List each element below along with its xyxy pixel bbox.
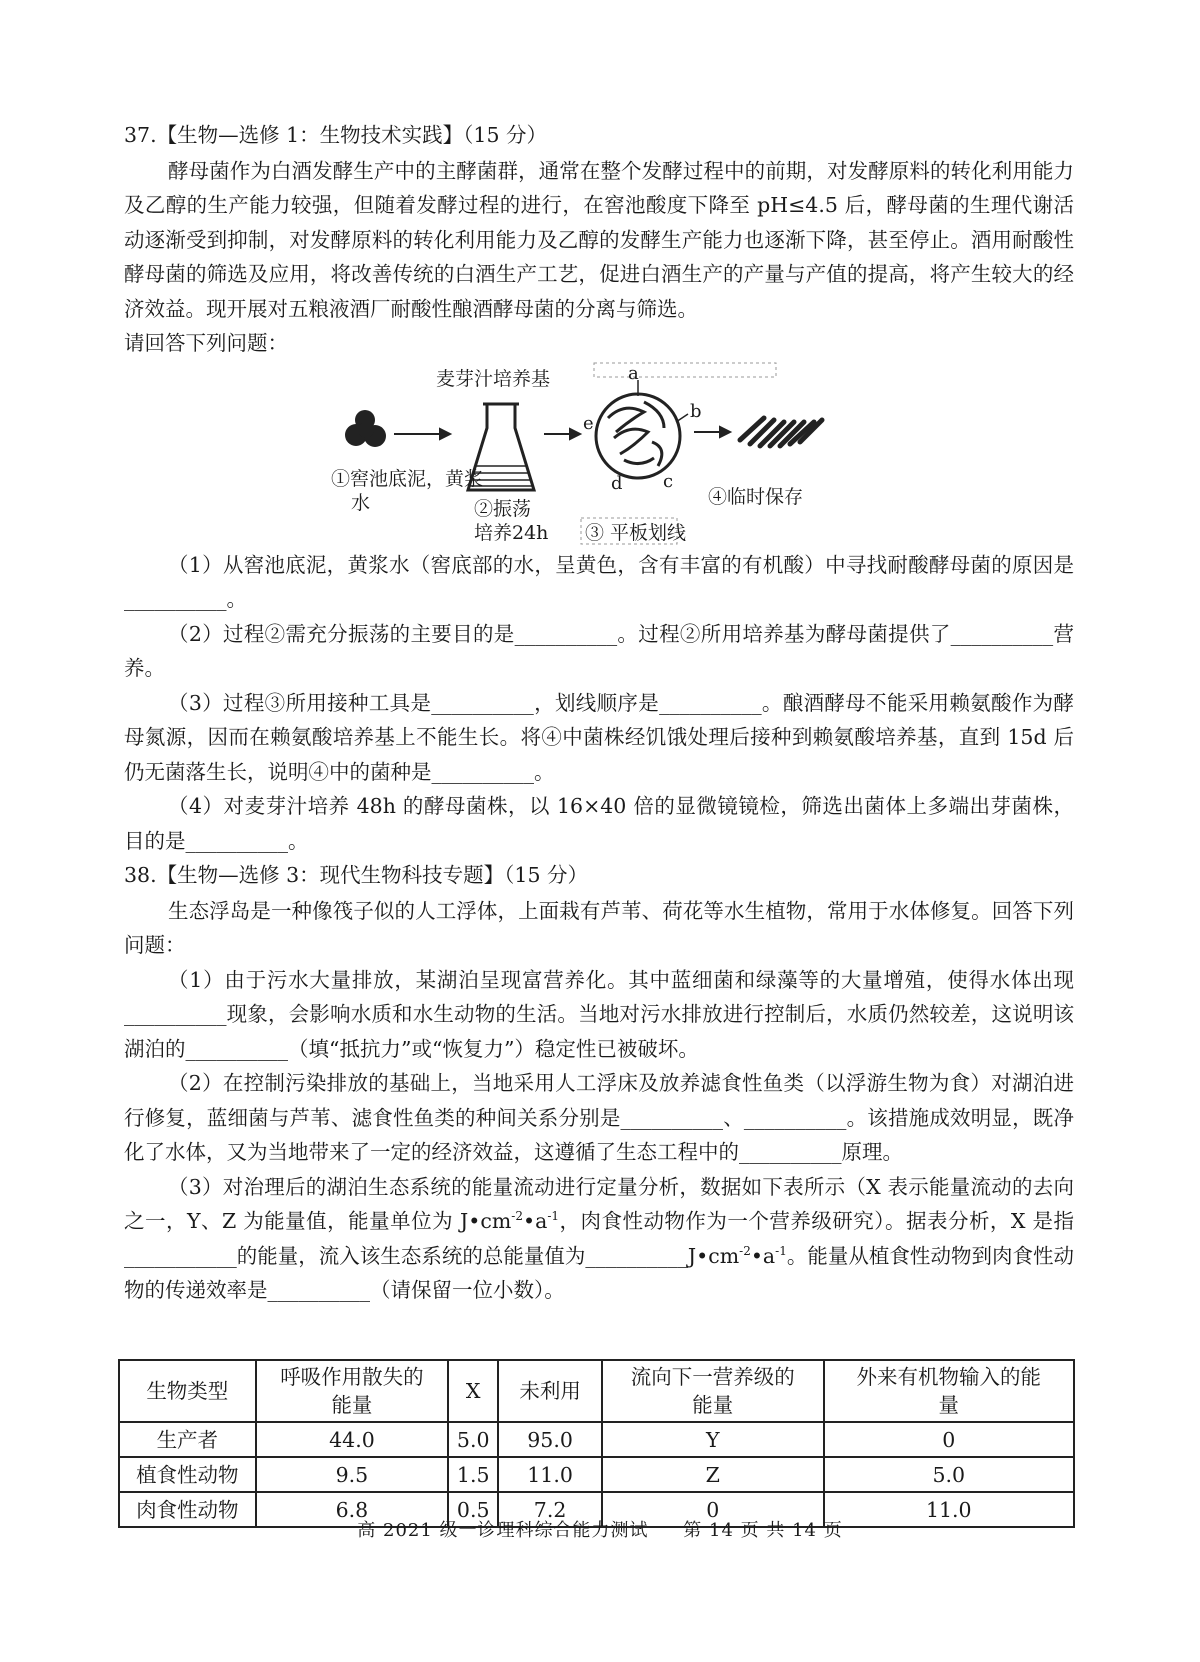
table-cell: 植食性动物: [119, 1457, 256, 1492]
q38-sub1: （1）由于污水大量排放，某湖泊呈现富营养化。其中蓝细菌和绿藻等的大量增殖，使得水体出现__________现象，会影响水质和水生动物的生活。当地对污水排放进行控制后，水质仍然较差，这说明该湖泊的__________（填“抵抗力”或“恢复力”）稳定性已被破坏。: [124, 967, 1074, 1061]
table-cell: Y: [602, 1422, 824, 1457]
table-row: [119, 1457, 1074, 1492]
streak-label-a: a: [628, 362, 639, 384]
table-cell: 11.0: [498, 1457, 602, 1492]
streak-label-c: c: [663, 470, 674, 492]
table-cell: 0: [824, 1422, 1074, 1457]
unit-exponent-1: -2: [511, 1209, 523, 1224]
step2-label-line2: 培养24h: [474, 521, 549, 544]
step4-label: ④临时保存: [708, 485, 804, 508]
table-cell: 7.2: [498, 1492, 602, 1527]
q38-sub3-part-a: （3）对治理后的湖泊生态系统的能量流动进行定量分析，数据如下表所示（X 表示能量流动的去向之一，Y、Z 为能量值，能量单位为 J•cm: [124, 1174, 1074, 1233]
table-header-cell: X: [448, 1360, 498, 1422]
table-cell: 0: [602, 1492, 824, 1527]
page-number: 第 14 页 共 14 页: [683, 1520, 843, 1541]
table-header-row: [119, 1360, 1074, 1422]
table-cell: 肉食性动物: [119, 1492, 256, 1527]
table-cell: 1.5: [448, 1457, 498, 1492]
step1-label: ①窖池底泥，黄浆: [331, 467, 484, 490]
q37-sub1: （1）从窖池底泥，黄浆水（窖底部的水，呈黄色，含有丰富的有机酸）中寻找耐酸酵母菌的原因是__________。: [124, 552, 1074, 611]
unit-exponent-3: -2: [739, 1243, 751, 1258]
q38-sub3-part-c: ，肉食性动物作为一个营养级研究）。据表分析，X 是指___________的能量，流入该生态系统的总能量值为__________J•cm: [124, 1209, 1074, 1268]
arrow-3: [694, 427, 730, 437]
q38-sub3-part-b: •a: [522, 1209, 548, 1233]
step3-label: ③ 平板划线: [585, 521, 687, 544]
q38-heading: 38.【生物—选修 3：现代生物科技专题】（15 分）: [124, 863, 589, 887]
streak-label-e: e: [583, 412, 594, 434]
dashed-frame-top: [594, 363, 776, 377]
table-cell: 6.8: [256, 1492, 449, 1527]
q37-sub4: （4）对麦芽汁培养 48h 的酵母菌株，以 16×40 倍的显微镜镜检，筛选出菌体上多端出芽菌株，目的是__________。: [124, 794, 1074, 853]
q37-sub2: （2）过程②需充分振荡的主要目的是__________。过程②所用培养基为酵母菌提供了__________营养。: [124, 621, 1074, 680]
step2-label: ②振荡: [474, 497, 532, 520]
table-cell: 0.5: [448, 1492, 498, 1527]
table-cell: 生产者: [119, 1422, 256, 1457]
table-header-cell: 生物类型: [119, 1360, 256, 1422]
slant-tubes-icon: [740, 418, 822, 446]
table-cell: Z: [602, 1457, 824, 1492]
petri-dish-icon: [596, 380, 688, 478]
page-content: [124, 118, 1074, 1308]
q38-sub3-part-d: •a: [750, 1243, 776, 1268]
step1-label-line2: 水: [351, 491, 371, 514]
q37-sub3: （3）过程③所用接种工具是__________，划线顺序是__________。酿酒酵母不能采用赖氨酸作为酵母氮源，因而在赖氨酸培养基上不能生长。将④中菌株经饥饿处理后接种到赖氨酸培养基，直到 15d 后仍无菌落生长，说明④中的菌种是__________。: [124, 690, 1074, 784]
energy-flow-table: [118, 1359, 1075, 1528]
medium-label: 麦芽汁培养基: [436, 367, 551, 390]
table-cell: 95.0: [498, 1422, 602, 1457]
q37-intro: 酵母菌作为白酒发酵生产中的主酵菌群，通常在整个发酵过程中的前期，对发酵原料的转化利用能力及乙醇的生产能力较强，但随着发酵过程的进行，在窖池酸度下降至 pH≤4.5 后，酵母菌的生理代谢活动逐渐受到抑制，对发酵原料的转化利用能力及乙醇的发酵生产能力也逐渐下降，甚至停止。酒用耐酸性酵母菌的筛选及应用，将改善传统的白酒生产工艺，促进白酒生产的产量与产值的提高，将产生较大的经济效益。现开展对五粮液酒厂耐酸性酿酒酵母菌的分离与筛选。: [124, 158, 1074, 321]
unit-exponent-4: -1: [775, 1243, 787, 1258]
table-header-cell: 呼吸作用散失的能量: [256, 1360, 449, 1422]
q37-prompt: 请回答下列问题：: [124, 331, 288, 355]
q37-heading: 37.【生物—选修 1：生物技术实践】（15 分）: [124, 123, 548, 147]
table-header-cell: 外来有机物输入的能量: [824, 1360, 1074, 1422]
arrow-2: [544, 429, 580, 439]
q38-sub3-part-e: 。能量从植食性动物到肉食性动物的传递效率是__________（请保留一位小数）。: [124, 1243, 1074, 1302]
q38-intro: 生态浮岛是一种像筏子似的人工浮体，上面栽有芦苇、荷花等水生植物，常用于水体修复。回答下列问题：: [124, 898, 1074, 957]
page-footer: [0, 1516, 1200, 1542]
mud-sample-icon: [345, 410, 386, 447]
arrow-1: [394, 429, 450, 439]
table-row: [119, 1422, 1074, 1457]
streak-label-d: d: [611, 472, 623, 494]
process-diagram: [124, 362, 1074, 548]
q38-sub2: （2）在控制污染排放的基础上，当地采用人工浮床及放养滤食性鱼类（以浮游生物为食）对湖泊进行修复，蓝细菌与芦苇、滤食性鱼类的种间关系分别是__________、__________。该措施成效明显，既净化了水体，又为当地带来了一定的经济效益，这遵循了生态工程中的__________原理。: [124, 1071, 1074, 1164]
table-cell: 5.0: [824, 1457, 1074, 1492]
q38-sub3: [124, 1170, 1074, 1308]
table-header-cell: 未利用: [498, 1360, 602, 1422]
yeast-isolation-figure: [124, 362, 1074, 548]
unit-exponent-2: -1: [547, 1209, 560, 1224]
streak-label-b: b: [690, 400, 702, 422]
table-cell: 11.0: [824, 1492, 1074, 1527]
table-cell: 5.0: [448, 1422, 498, 1457]
exam-title: 高 2021 级一诊理科综合能力测试: [357, 1520, 649, 1541]
table-header-cell: 流向下一营养级的能量: [602, 1360, 824, 1422]
table-cell: 44.0: [256, 1422, 449, 1457]
table-cell: 9.5: [256, 1457, 449, 1492]
